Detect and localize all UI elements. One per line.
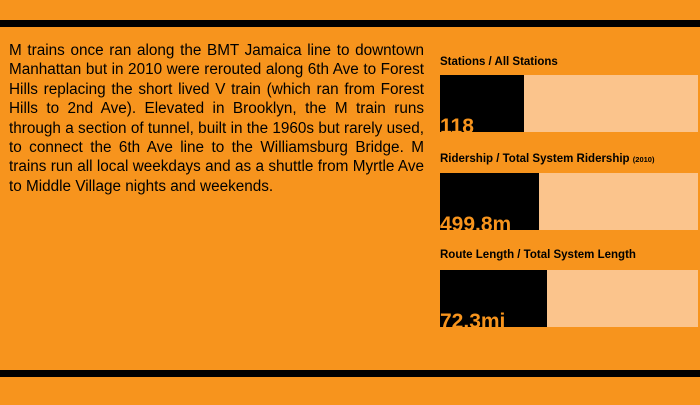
stat-value: 72.3mi [440,310,506,327]
stat-title [440,249,636,261]
stat-title-text: Route Length / Total System Length [440,249,636,261]
stat-title-text: Stations / All Stations [440,56,558,68]
stat-value: 118 [440,115,474,132]
stat-title-text: Ridership / Total System Ridership [440,153,630,165]
stat-title [440,153,654,165]
stat-bar-track [440,173,698,230]
line-description: M trains once ran along the BMT Jamaica line to downtown Manhattan but in 2010 were rerouted along 6th Ave to Forest Hills replacing the short lived V train (which ran from Forest Hills to 2nd Ave). Elevated in Brooklyn, the M train runs through a section of tunnel, built in the 1960s but rarely used, to connect the 6th Ave line to the Williamsburg Bridge. M trains run all local weekdays and as a shuttle from Myrtle Ave to Middle Village nights and weekends. [9,42,424,195]
stat-value: 499.8m [440,213,512,230]
stat-title-note: (2010) [632,155,655,164]
bottom-rule [0,370,700,377]
stat-bar-track [440,270,698,327]
stat-bar-track [440,75,698,132]
top-rule [0,20,700,27]
stat-title [440,56,558,68]
